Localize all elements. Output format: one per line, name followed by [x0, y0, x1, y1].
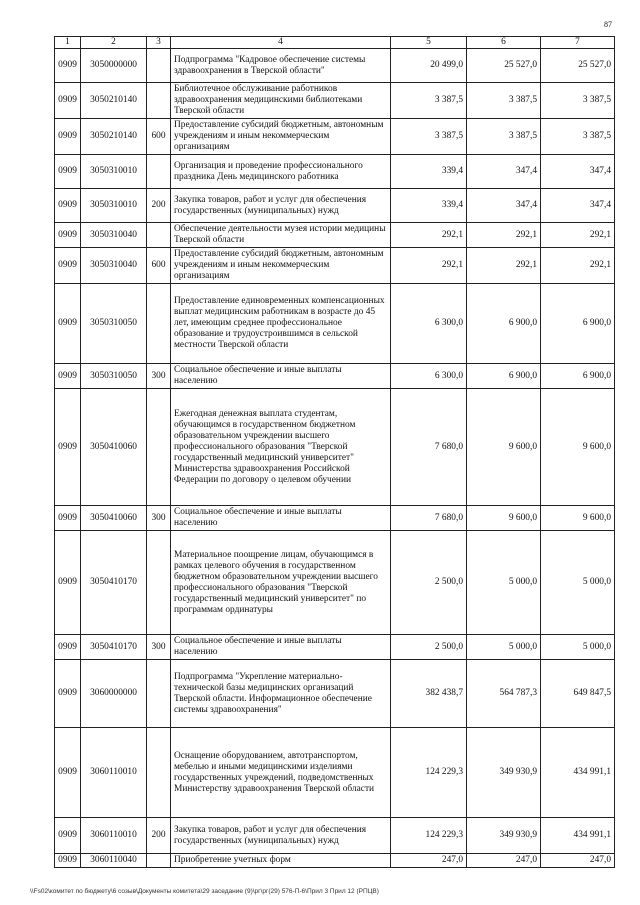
- row-value-col5: 124 229,3: [391, 818, 467, 854]
- row-value-col5: 339,4: [391, 155, 467, 189]
- row-value-col6: 349 930,9: [467, 728, 541, 818]
- row-description: Социальное обеспечение и иные выплаты населению: [171, 506, 391, 531]
- row-expense-type: 300: [147, 635, 171, 660]
- row-target-code: 3050210140: [81, 119, 147, 155]
- table-row: [55, 635, 615, 660]
- row-expense-type: 300: [147, 364, 171, 389]
- row-value-col7: 9 600,0: [541, 389, 615, 506]
- row-expense-type: [147, 223, 171, 248]
- row-section-code: 0909: [55, 506, 81, 531]
- row-section-code: 0909: [55, 389, 81, 506]
- row-description: Библиотечное обслуживание работников здравоохранения медицинскими библиотеками Тверской области: [171, 83, 391, 119]
- row-value-col5: 6 300,0: [391, 364, 467, 389]
- row-expense-type: [147, 854, 171, 868]
- row-value-col5: 247,0: [391, 854, 467, 868]
- row-description: Закупка товаров, работ и услуг для обеспечения государственных (муниципальных) нужд: [171, 818, 391, 854]
- row-expense-type: [147, 49, 171, 83]
- row-value-col7: 434 991,1: [541, 818, 615, 854]
- row-value-col6: 5 000,0: [467, 635, 541, 660]
- row-value-col7: 5 000,0: [541, 531, 615, 635]
- row-value-col6: 292,1: [467, 223, 541, 248]
- row-expense-type: [147, 284, 171, 364]
- table-row: [55, 818, 615, 854]
- row-section-code: 0909: [55, 49, 81, 83]
- row-description: Социальное обеспечение и иные выплаты населению: [171, 635, 391, 660]
- row-value-col6: 349 930,9: [467, 818, 541, 854]
- row-value-col5: 3 387,5: [391, 119, 467, 155]
- row-target-code: 3050410060: [81, 389, 147, 506]
- header-col-1: 1: [55, 37, 81, 49]
- table-row: [55, 83, 615, 119]
- row-value-col7: 6 900,0: [541, 284, 615, 364]
- row-value-col6: 5 000,0: [467, 531, 541, 635]
- row-expense-type: 600: [147, 119, 171, 155]
- row-value-col6: 9 600,0: [467, 389, 541, 506]
- page-number: 87: [604, 20, 612, 29]
- row-target-code: 3050310050: [81, 284, 147, 364]
- table-row: [55, 728, 615, 818]
- row-description: Предоставление субсидий бюджетным, автономным учреждениям и иным некоммерческим организациям: [171, 119, 391, 155]
- row-section-code: 0909: [55, 284, 81, 364]
- table-row: [55, 155, 615, 189]
- row-value-col6: 292,1: [467, 248, 541, 284]
- table-row: [55, 49, 615, 83]
- header-col-7: 7: [541, 37, 615, 49]
- row-value-col7: 347,4: [541, 189, 615, 223]
- row-expense-type: [147, 83, 171, 119]
- row-expense-type: [147, 531, 171, 635]
- table-row: [55, 119, 615, 155]
- row-value-col7: 3 387,5: [541, 83, 615, 119]
- table-row: [55, 223, 615, 248]
- row-expense-type: 600: [147, 248, 171, 284]
- row-target-code: 3050210140: [81, 83, 147, 119]
- row-expense-type: [147, 155, 171, 189]
- row-expense-type: 300: [147, 506, 171, 531]
- row-description: Ежегодная денежная выплата студентам, обучающимся в государственном бюджетном образовательном учреждении высшего профессионального образования "Тверской государственный медицинский университет" Министерства здравоохранения Российской Федерации по договору о целевом обучении: [171, 389, 391, 506]
- row-value-col7: 9 600,0: [541, 506, 615, 531]
- row-target-code: 3050000000: [81, 49, 147, 83]
- table-row: [55, 189, 615, 223]
- row-section-code: 0909: [55, 728, 81, 818]
- header-col-4: 4: [171, 37, 391, 49]
- row-value-col7: 649 847,5: [541, 660, 615, 728]
- row-value-col6: 9 600,0: [467, 506, 541, 531]
- row-target-code: 3050310040: [81, 223, 147, 248]
- row-target-code: 3060110010: [81, 728, 147, 818]
- header-col-3: 3: [147, 37, 171, 49]
- row-value-col5: 292,1: [391, 248, 467, 284]
- table-header-row: [55, 37, 615, 49]
- budget-table: [54, 36, 615, 868]
- row-description: Подпрограмма "Кадровое обеспечение системы здравоохранения в Тверской области": [171, 49, 391, 83]
- row-value-col7: 3 387,5: [541, 119, 615, 155]
- row-expense-type: [147, 389, 171, 506]
- row-expense-type: 200: [147, 818, 171, 854]
- row-value-col7: 292,1: [541, 223, 615, 248]
- row-target-code: 3050410170: [81, 531, 147, 635]
- row-value-col6: 6 900,0: [467, 284, 541, 364]
- row-value-col5: 124 229,3: [391, 728, 467, 818]
- row-value-col7: 247,0: [541, 854, 615, 868]
- row-target-code: 3050310010: [81, 155, 147, 189]
- row-section-code: 0909: [55, 189, 81, 223]
- row-value-col5: 20 499,0: [391, 49, 467, 83]
- table-row: [55, 248, 615, 284]
- row-section-code: 0909: [55, 223, 81, 248]
- row-value-col6: 347,4: [467, 155, 541, 189]
- row-description: Обеспечение деятельности музея истории медицины Тверской области: [171, 223, 391, 248]
- row-description: Оснащение оборудованием, автотранспортом, мебелью и иными медицинскими изделиями государственных учреждений, подведомственных Министерству здравоохранения Тверской области: [171, 728, 391, 818]
- row-value-col7: 6 900,0: [541, 364, 615, 389]
- file-path-footer: \\Fs02\комитет по бюджету\6 созыв\Документы комитета\29 заседание (9)\рг\рг(29) 576-П-6\Прил 3 Прил 12 (РПЦВ): [30, 888, 379, 895]
- row-description: Социальное обеспечение и иные выплаты населению: [171, 364, 391, 389]
- row-expense-type: 200: [147, 189, 171, 223]
- row-value-col7: 434 991,1: [541, 728, 615, 818]
- row-value-col5: 339,4: [391, 189, 467, 223]
- row-value-col5: 7 680,0: [391, 389, 467, 506]
- row-value-col5: 3 387,5: [391, 83, 467, 119]
- row-section-code: 0909: [55, 119, 81, 155]
- row-description: Предоставление единовременных компенсационных выплат медицинским работникам в возрасте до 45 лет, имеющим среднее профессиональное образование и трудоустроившимся в сельской местности Тверской области: [171, 284, 391, 364]
- row-expense-type: [147, 728, 171, 818]
- table-body: [55, 49, 615, 868]
- row-description: Материальное поощрение лицам, обучающимся в рамках целевого обучения в государственном бюджетном образовательном учреждении высшего профессионального образования "Тверской государственный медицинский университет" по программам ординатуры: [171, 531, 391, 635]
- header-col-2: 2: [81, 37, 147, 49]
- table-row: [55, 389, 615, 506]
- row-value-col6: 347,4: [467, 189, 541, 223]
- table-row: [55, 531, 615, 635]
- row-target-code: 3050310010: [81, 189, 147, 223]
- table-row: [55, 506, 615, 531]
- row-target-code: 3050310040: [81, 248, 147, 284]
- row-target-code: 3060000000: [81, 660, 147, 728]
- row-value-col6: 6 900,0: [467, 364, 541, 389]
- row-target-code: 3050410060: [81, 506, 147, 531]
- row-section-code: 0909: [55, 531, 81, 635]
- row-value-col6: 247,0: [467, 854, 541, 868]
- row-section-code: 0909: [55, 83, 81, 119]
- header-col-5: 5: [391, 37, 467, 49]
- row-value-col6: 25 527,0: [467, 49, 541, 83]
- row-value-col5: 2 500,0: [391, 531, 467, 635]
- table-row: [55, 284, 615, 364]
- row-value-col5: 2 500,0: [391, 635, 467, 660]
- row-value-col5: 7 680,0: [391, 506, 467, 531]
- row-value-col5: 382 438,7: [391, 660, 467, 728]
- row-value-col5: 6 300,0: [391, 284, 467, 364]
- row-section-code: 0909: [55, 660, 81, 728]
- header-col-6: 6: [467, 37, 541, 49]
- row-description: Предоставление субсидий бюджетным, автономным учреждениям и иным некоммерческим организациям: [171, 248, 391, 284]
- table-row: [55, 660, 615, 728]
- row-value-col6: 3 387,5: [467, 119, 541, 155]
- row-value-col7: 347,4: [541, 155, 615, 189]
- row-value-col6: 564 787,3: [467, 660, 541, 728]
- row-section-code: 0909: [55, 248, 81, 284]
- row-value-col7: 292,1: [541, 248, 615, 284]
- row-section-code: 0909: [55, 155, 81, 189]
- table-row: [55, 364, 615, 389]
- row-target-code: 3050410170: [81, 635, 147, 660]
- row-value-col7: 5 000,0: [541, 635, 615, 660]
- row-section-code: 0909: [55, 635, 81, 660]
- row-value-col7: 25 527,0: [541, 49, 615, 83]
- row-section-code: 0909: [55, 854, 81, 868]
- row-section-code: 0909: [55, 364, 81, 389]
- row-description: Приобретение учетных форм: [171, 854, 391, 868]
- row-expense-type: [147, 660, 171, 728]
- row-value-col6: 3 387,5: [467, 83, 541, 119]
- row-description: Подпрограмма "Укрепление материально-технической базы медицинских организаций Тверской области. Информационное обеспечение системы здравоохранения": [171, 660, 391, 728]
- row-description: Закупка товаров, работ и услуг для обеспечения государственных (муниципальных) нужд: [171, 189, 391, 223]
- row-target-code: 3060110010: [81, 818, 147, 854]
- row-description: Организация и проведение профессионального праздника День медицинского работника: [171, 155, 391, 189]
- table-row: [55, 854, 615, 868]
- row-target-code: 3050310050: [81, 364, 147, 389]
- row-target-code: 3060110040: [81, 854, 147, 868]
- row-value-col5: 292,1: [391, 223, 467, 248]
- row-section-code: 0909: [55, 818, 81, 854]
